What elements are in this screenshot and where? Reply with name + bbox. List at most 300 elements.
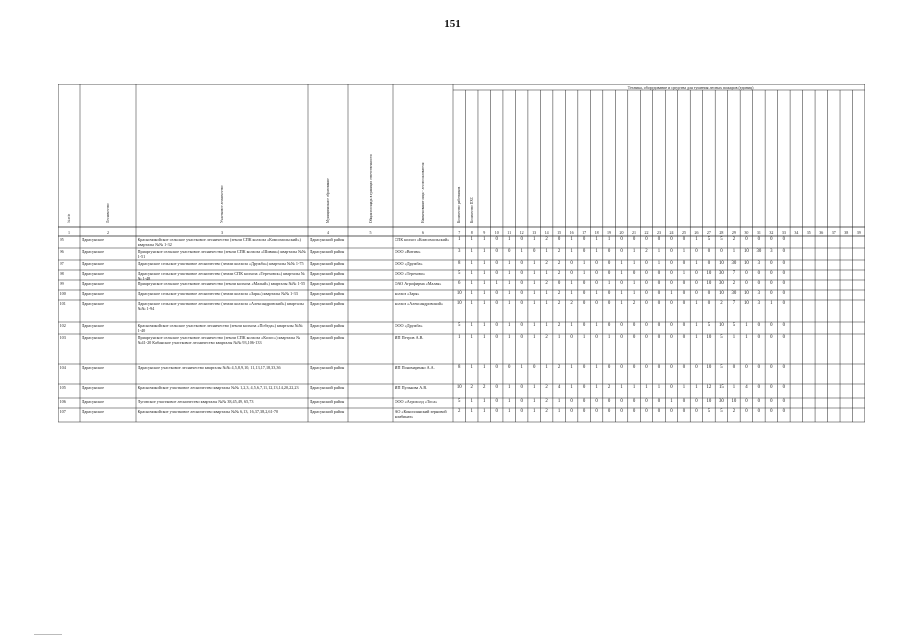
row-value: 0 bbox=[745, 409, 748, 414]
row-value: 2 bbox=[607, 385, 611, 390]
row-value: 1 bbox=[470, 301, 473, 306]
row-value: 2 bbox=[470, 385, 473, 390]
row-number: 102 bbox=[59, 323, 66, 328]
row-value: 0 bbox=[670, 409, 673, 414]
row-value: 0 bbox=[707, 261, 711, 266]
row-value: 1 bbox=[570, 385, 573, 390]
row-value: 1 bbox=[507, 409, 511, 414]
column-number: 29 bbox=[731, 230, 736, 235]
row-district: Красночикойское участковое лесничество кварталы №№ 1,2,3, 4,5,6,7,11,12,13,14,20,22,23 bbox=[137, 385, 299, 390]
row-value: 1 bbox=[532, 335, 536, 340]
row-municipality: Дарасунский район bbox=[309, 237, 345, 242]
row-value: 10 bbox=[706, 365, 712, 370]
row-value: 1 bbox=[632, 261, 636, 266]
group-header-title: Техника, оборудование и средства для тушения лесных пожаров (единиц) bbox=[627, 84, 754, 90]
row-value: 0 bbox=[520, 335, 523, 340]
row-value: 1 bbox=[470, 271, 473, 276]
row-value: 2 bbox=[557, 365, 561, 370]
row-value: 5 bbox=[707, 237, 711, 242]
row-value: 1 bbox=[732, 385, 736, 390]
row-value: 2 bbox=[720, 301, 723, 306]
row-value: 10 bbox=[706, 399, 712, 404]
row-value: 0 bbox=[732, 365, 736, 370]
column-number: 26 bbox=[694, 230, 699, 235]
row-value: 0 bbox=[620, 249, 623, 254]
row-forest-user: колхоз «Заря» bbox=[394, 291, 420, 296]
row-value: 1 bbox=[682, 385, 686, 390]
row-value: 0 bbox=[582, 409, 586, 414]
row-value: 1 bbox=[595, 249, 598, 254]
column-number: 38 bbox=[844, 230, 849, 235]
row-value: 10 bbox=[706, 281, 712, 286]
row-municipality: Дарасунский район bbox=[309, 365, 345, 370]
row-value: 0 bbox=[657, 291, 661, 296]
row-value: 0 bbox=[632, 271, 636, 276]
row-value: 1 bbox=[732, 335, 736, 340]
row-value: 0 bbox=[657, 335, 661, 340]
row-value: 1 bbox=[532, 385, 536, 390]
row-value: 1 bbox=[570, 281, 573, 286]
column-header-label: Участковое лесничество bbox=[220, 185, 224, 223]
row-forestry: Дарасунское bbox=[81, 301, 104, 306]
row-value: 1 bbox=[507, 281, 511, 286]
row-value: 0 bbox=[770, 323, 773, 328]
row-value: 0 bbox=[607, 323, 611, 328]
row-value: 10 bbox=[731, 399, 737, 404]
data-table bbox=[58, 84, 865, 479]
row-value: 0 bbox=[507, 365, 511, 370]
row-value: 0 bbox=[782, 335, 786, 340]
row-value: 2 bbox=[483, 385, 486, 390]
row-municipality: Дарасунский район bbox=[309, 281, 345, 286]
row-value: 1 bbox=[695, 301, 698, 306]
row-value: 0 bbox=[682, 281, 686, 286]
column-number: 17 bbox=[582, 230, 587, 235]
row-value: 0 bbox=[520, 291, 523, 296]
row-value: 2 bbox=[732, 281, 736, 286]
row-value: 1 bbox=[557, 399, 561, 404]
row-value: 0 bbox=[570, 409, 573, 414]
row-value: 1 bbox=[470, 281, 473, 286]
row-value: 1 bbox=[483, 409, 486, 414]
row-value: 1 bbox=[770, 301, 773, 306]
row-value: 1 bbox=[532, 323, 536, 328]
row-value: 2 bbox=[557, 301, 561, 306]
row-value: 0 bbox=[695, 399, 698, 404]
row-value: 0 bbox=[620, 281, 623, 286]
row-value: 0 bbox=[782, 385, 786, 390]
row-value: 0 bbox=[495, 237, 498, 242]
row-district: Дарасунское сельское участковое лесничество (земли колхоза «Александровский») кварталы №№ 1-94 bbox=[137, 301, 304, 311]
row-value: 1 bbox=[682, 271, 686, 276]
row-value: 0 bbox=[620, 399, 623, 404]
row-value: 1 bbox=[470, 399, 473, 404]
row-value: 4 bbox=[745, 385, 748, 390]
column-number: 21 bbox=[632, 230, 637, 235]
column-header-label: Наименование лица - лесопользователя bbox=[421, 162, 425, 223]
row-forest-user: ИП Пулькова А.В. bbox=[394, 385, 428, 390]
row-value: 0 bbox=[532, 249, 536, 254]
row-value: 1 bbox=[532, 271, 536, 276]
row-value: 0 bbox=[632, 237, 636, 242]
column-number: 28 bbox=[719, 230, 724, 235]
row-value: 10 bbox=[706, 335, 712, 340]
row-value: 0 bbox=[682, 409, 686, 414]
row-value: 5 bbox=[458, 399, 461, 404]
row-value: 0 bbox=[595, 281, 598, 286]
column-number: 11 bbox=[507, 230, 512, 235]
row-value: 0 bbox=[782, 291, 786, 296]
row-value: 1 bbox=[520, 365, 523, 370]
row-value: 0 bbox=[495, 365, 498, 370]
column-number: 13 bbox=[532, 230, 537, 235]
row-value: 10 bbox=[456, 301, 462, 306]
row-value: 0 bbox=[582, 281, 586, 286]
column-header-label: Муниципальное образование bbox=[326, 178, 330, 223]
row-value: 0 bbox=[657, 237, 661, 242]
row-value: 0 bbox=[570, 261, 573, 266]
row-value: 10 bbox=[743, 261, 749, 266]
row-value: 0 bbox=[632, 335, 636, 340]
row-value: 2 bbox=[545, 399, 548, 404]
row-value: 1 bbox=[657, 261, 661, 266]
row-value: 0 bbox=[782, 261, 786, 266]
row-municipality: Дарасунский район bbox=[309, 399, 345, 404]
row-value: 0 bbox=[595, 271, 598, 276]
row-value: 8 bbox=[458, 365, 461, 370]
row-value: 0 bbox=[645, 301, 648, 306]
row-value: 0 bbox=[682, 399, 686, 404]
row-value: 1 bbox=[657, 385, 661, 390]
row-value: 0 bbox=[520, 301, 523, 306]
row-value: 0 bbox=[770, 291, 773, 296]
row-value: 0 bbox=[607, 271, 611, 276]
row-value: 1 bbox=[483, 399, 486, 404]
row-value: 0 bbox=[782, 237, 786, 242]
row-number: 107 bbox=[59, 409, 66, 414]
row-number: 105 bbox=[59, 385, 66, 390]
row-value: 1 bbox=[732, 249, 736, 254]
row-value: 10 bbox=[743, 249, 749, 254]
row-value: 30 bbox=[719, 271, 724, 276]
column-number: 31 bbox=[756, 230, 761, 235]
row-value: 5 bbox=[732, 323, 736, 328]
row-value: 0 bbox=[520, 385, 523, 390]
row-value: 1 bbox=[632, 385, 636, 390]
row-value: 0 bbox=[670, 237, 673, 242]
row-municipality: Дарасунский район bbox=[309, 301, 345, 306]
row-value: 0 bbox=[620, 335, 623, 340]
row-value: 1 bbox=[532, 281, 536, 286]
row-value: 1 bbox=[620, 301, 623, 306]
row-value: 0 bbox=[695, 249, 698, 254]
row-number: 97 bbox=[59, 261, 64, 266]
row-value: 0 bbox=[670, 323, 673, 328]
row-value: 1 bbox=[470, 335, 473, 340]
row-value: 10 bbox=[743, 291, 749, 296]
row-value: 1 bbox=[507, 261, 511, 266]
row-value: 0 bbox=[757, 281, 761, 286]
row-value: 0 bbox=[570, 399, 573, 404]
row-value: 0 bbox=[582, 323, 586, 328]
column-number: 16 bbox=[569, 230, 574, 235]
row-value: 0 bbox=[757, 271, 761, 276]
row-value: 1 bbox=[507, 399, 511, 404]
row-value: 0 bbox=[620, 365, 623, 370]
footer-rule bbox=[34, 634, 62, 635]
row-value: 0 bbox=[520, 399, 523, 404]
row-value: 0 bbox=[582, 365, 586, 370]
row-value: 0 bbox=[520, 261, 523, 266]
row-number: 96 bbox=[59, 249, 64, 254]
row-value: 1 bbox=[507, 291, 511, 296]
row-value: 0 bbox=[670, 271, 673, 276]
row-value: 0 bbox=[495, 261, 498, 266]
row-forest-user: СПК колхоз «Комсомольский» bbox=[394, 237, 450, 242]
row-value: 0 bbox=[670, 365, 673, 370]
row-value: 1 bbox=[570, 365, 573, 370]
row-value: 7 bbox=[732, 301, 736, 306]
row-forest-user: ООО «Дружба» bbox=[394, 323, 423, 328]
row-value: 6 bbox=[458, 281, 461, 286]
row-value: 2 bbox=[557, 249, 561, 254]
row-value: 0 bbox=[657, 323, 661, 328]
row-value: 0 bbox=[682, 301, 686, 306]
row-value: 0 bbox=[682, 323, 686, 328]
row-value: 1 bbox=[570, 249, 573, 254]
row-district: Приаргунское сельское участковое лесничество (земли СПК колхоза «Колос») кварталы №№41-20 Кабанское участковое лесничество кварталы №№ 93,106-133 bbox=[137, 335, 301, 345]
row-forest-user: ООО «Терехово» bbox=[394, 271, 426, 276]
row-value: 3 bbox=[757, 261, 761, 266]
row-forestry: Дарасунское bbox=[81, 281, 104, 286]
row-forestry: Дарасунское bbox=[81, 249, 104, 254]
row-value: 0 bbox=[770, 335, 773, 340]
row-value: 0 bbox=[520, 281, 523, 286]
row-value: 0 bbox=[670, 249, 673, 254]
row-value: 30 bbox=[731, 291, 737, 296]
row-value: 0 bbox=[657, 281, 661, 286]
row-value: 0 bbox=[507, 249, 511, 254]
column-header-label: Количество работников bbox=[457, 186, 462, 223]
column-number: 9 bbox=[483, 230, 486, 235]
row-value: 0 bbox=[645, 323, 648, 328]
row-value: 1 bbox=[595, 323, 598, 328]
row-value: 0 bbox=[557, 237, 561, 242]
row-number: 106 bbox=[59, 399, 66, 404]
row-value: 1 bbox=[532, 237, 536, 242]
row-value: 0 bbox=[782, 399, 786, 404]
row-value: 1 bbox=[745, 335, 748, 340]
row-value: 0 bbox=[770, 385, 773, 390]
column-number: 7 bbox=[458, 230, 461, 235]
row-value: 0 bbox=[582, 385, 586, 390]
column-number: 22 bbox=[644, 230, 649, 235]
row-value: 1 bbox=[483, 237, 486, 242]
row-forest-user: ООО «Витим» bbox=[394, 249, 421, 254]
row-value: 1 bbox=[632, 281, 636, 286]
row-forest-user: ООО «Дружба» bbox=[394, 261, 423, 266]
row-value: 2 bbox=[545, 261, 548, 266]
column-number: 37 bbox=[831, 230, 836, 235]
row-value: 1 bbox=[483, 271, 486, 276]
row-value: 0 bbox=[582, 237, 586, 242]
row-value: 1 bbox=[470, 261, 473, 266]
column-number: 32 bbox=[769, 230, 774, 235]
row-value: 1 bbox=[645, 385, 648, 390]
row-value: 1 bbox=[670, 399, 673, 404]
row-municipality: Дарасунский район bbox=[309, 291, 345, 296]
row-value: 0 bbox=[782, 409, 786, 414]
row-value: 1 bbox=[458, 237, 461, 242]
row-value: 0 bbox=[670, 261, 673, 266]
row-value: 10 bbox=[719, 261, 724, 266]
row-value: 2 bbox=[570, 301, 573, 306]
row-value: 1 bbox=[470, 291, 473, 296]
row-value: 1 bbox=[483, 281, 486, 286]
row-value: 0 bbox=[682, 335, 686, 340]
row-value: 0 bbox=[707, 291, 711, 296]
row-value: 0 bbox=[495, 271, 498, 276]
row-value: 0 bbox=[757, 399, 761, 404]
row-value: 1 bbox=[657, 249, 661, 254]
row-value: 10 bbox=[743, 301, 749, 306]
column-header-label: Лесничество bbox=[106, 203, 110, 223]
row-value: 1 bbox=[507, 301, 511, 306]
row-value: 1 bbox=[570, 291, 573, 296]
row-value: 0 bbox=[632, 323, 636, 328]
row-value: 0 bbox=[657, 271, 661, 276]
row-value: 1 bbox=[507, 335, 511, 340]
row-value: 10 bbox=[706, 271, 712, 276]
row-value: 0 bbox=[620, 237, 623, 242]
row-value: 4 bbox=[557, 385, 561, 390]
row-value: 0 bbox=[520, 409, 523, 414]
row-value: 0 bbox=[582, 301, 586, 306]
column-number: 35 bbox=[806, 230, 811, 235]
row-number: 101 bbox=[59, 301, 66, 306]
row-value: 3 bbox=[458, 249, 461, 254]
row-value: 0 bbox=[570, 335, 573, 340]
row-forest-user: ИП Петров А.В. bbox=[394, 335, 424, 340]
row-value: 0 bbox=[495, 385, 498, 390]
row-value: 1 bbox=[470, 237, 473, 242]
column-number: 14 bbox=[544, 230, 549, 235]
row-value: 5 bbox=[720, 237, 723, 242]
column-number: 15 bbox=[557, 230, 562, 235]
row-forestry: Дарасунское bbox=[81, 291, 104, 296]
row-value: 1 bbox=[470, 249, 473, 254]
row-value: 30 bbox=[731, 261, 737, 266]
column-number: 24 bbox=[669, 230, 674, 235]
row-value: 12 bbox=[706, 385, 712, 390]
row-district: Красночикойское сельское участковое лесничество (земли СПК колхоза «Комсомольский») кварталы №№ 1-32 bbox=[137, 237, 301, 247]
column-number: 36 bbox=[819, 230, 824, 235]
row-value: 0 bbox=[695, 365, 698, 370]
row-value: 0 bbox=[607, 261, 611, 266]
row-value: 2 bbox=[645, 249, 648, 254]
row-value: 5 bbox=[707, 323, 711, 328]
row-value: 1 bbox=[695, 237, 698, 242]
row-value: 3 bbox=[757, 301, 761, 306]
row-municipality: Дарасунский район bbox=[309, 323, 345, 328]
row-value: 5 bbox=[458, 271, 461, 276]
column-number: 1 bbox=[68, 230, 70, 235]
row-value: 0 bbox=[657, 365, 661, 370]
row-value: 1 bbox=[495, 281, 498, 286]
row-value: 0 bbox=[670, 335, 673, 340]
row-value: 0 bbox=[607, 301, 611, 306]
row-forestry: Дарасунское bbox=[81, 237, 104, 242]
row-value: 1 bbox=[545, 365, 548, 370]
row-value: 0 bbox=[695, 409, 698, 414]
row-value: 1 bbox=[532, 261, 536, 266]
row-value: 0 bbox=[695, 291, 698, 296]
row-value: 1 bbox=[545, 291, 548, 296]
row-value: 1 bbox=[483, 365, 486, 370]
row-value: 0 bbox=[645, 409, 648, 414]
row-value: 1 bbox=[470, 365, 473, 370]
row-value: 1 bbox=[695, 335, 698, 340]
row-value: 0 bbox=[782, 249, 786, 254]
row-value: 1 bbox=[595, 237, 598, 242]
row-value: 1 bbox=[595, 291, 598, 296]
row-value: 1 bbox=[483, 323, 486, 328]
row-value: 0 bbox=[645, 237, 648, 242]
row-value: 1 bbox=[570, 237, 573, 242]
row-value: 0 bbox=[670, 301, 673, 306]
row-value: 0 bbox=[782, 281, 786, 286]
row-value: 5 bbox=[720, 365, 723, 370]
row-value: 1 bbox=[483, 301, 486, 306]
column-header-label: Общая площадь в границах ответственности bbox=[368, 154, 373, 223]
row-value: 30 bbox=[719, 281, 724, 286]
row-municipality: Дарасунский район bbox=[309, 335, 345, 340]
row-value: 0 bbox=[495, 291, 498, 296]
row-value: 0 bbox=[532, 365, 536, 370]
row-value: 0 bbox=[645, 261, 648, 266]
row-value: 2 bbox=[557, 323, 561, 328]
row-value: 0 bbox=[695, 281, 698, 286]
row-municipality: Дарасунский район bbox=[309, 385, 345, 390]
row-value: 1 bbox=[507, 385, 511, 390]
row-value: 0 bbox=[645, 271, 648, 276]
row-value: 0 bbox=[770, 281, 773, 286]
column-number: 4 bbox=[327, 230, 329, 235]
row-value: 0 bbox=[645, 365, 648, 370]
row-value: 1 bbox=[632, 291, 636, 296]
row-value: 0 bbox=[770, 271, 773, 276]
row-value: 1 bbox=[507, 271, 511, 276]
row-value: 1 bbox=[632, 249, 636, 254]
row-district: Дарасунское сельское участковое лесничество (земли колхоза «Дружба») кварталы №№ 1-75 bbox=[137, 261, 304, 266]
row-value: 1 bbox=[507, 323, 511, 328]
row-value: 1 bbox=[607, 237, 611, 242]
row-value: 1 bbox=[470, 409, 473, 414]
row-value: 0 bbox=[495, 301, 498, 306]
row-value: 0 bbox=[645, 281, 648, 286]
row-value: 1 bbox=[620, 385, 623, 390]
column-number: 30 bbox=[744, 230, 749, 235]
row-value: 0 bbox=[645, 291, 648, 296]
row-value: 0 bbox=[770, 237, 773, 242]
row-number: 95 bbox=[59, 237, 64, 242]
row-value: 1 bbox=[570, 323, 573, 328]
row-value: 1 bbox=[532, 409, 536, 414]
row-value: 10 bbox=[719, 291, 724, 296]
row-forest-user: ОАО Агрофирма «Малая» bbox=[394, 281, 442, 286]
row-value: 0 bbox=[682, 237, 686, 242]
row-value: 0 bbox=[595, 301, 598, 306]
